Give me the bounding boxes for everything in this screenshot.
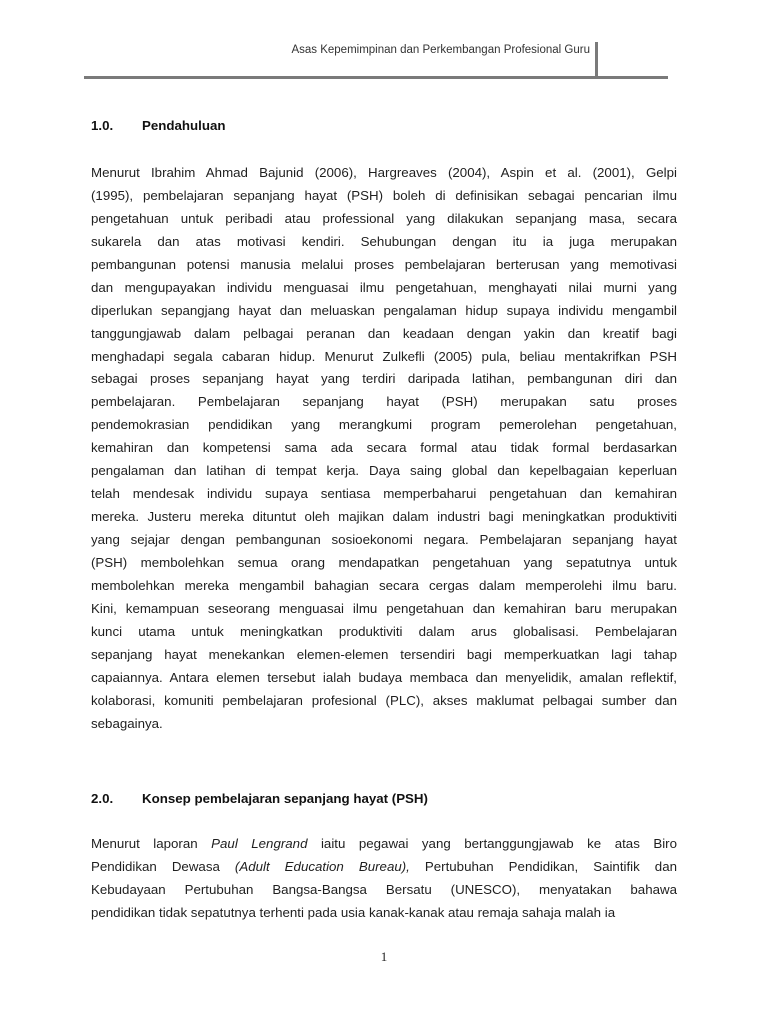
section-number: 2.0. (91, 791, 114, 806)
section-title: Pendahuluan (142, 118, 226, 133)
text-run: iaitu pegawai yang bertanggungjawab ke atas Biro (307, 836, 677, 851)
paragraph-line: mereka. Justeru mereka dituntut oleh majikan dalam industri bagi meningkatkan produktiviti (91, 509, 677, 525)
paragraph-line: pendidikan tidak sepatutnya terhenti pada usia kanak-kanak atau remaja sahaja malah ia (91, 904, 616, 920)
paragraph-concept (91, 833, 677, 925)
paragraph-line: pembelajaran. Pembelajaran sepanjang hayat (PSH) merupakan satu proses (91, 394, 677, 410)
paragraph-line: kolaborasi, komuniti pembelajaran profesional (PLC), akses maklumat pelbagai sumber dan (91, 692, 677, 708)
paragraph-line: diperlukan sepangjang hayat dan meluaskan pengalaman hidup supaya individu mengambil (91, 302, 677, 318)
paragraph-line (91, 856, 677, 879)
header-horizontal-rule (84, 76, 668, 79)
paragraph-line: kunci utama untuk meningkatkan produktiviti dalam arus globalisasi. Pembelajaran (91, 623, 677, 639)
paragraph-line: Kebudayaan Pertubuhan Bangsa-Bangsa Bersatu (UNESCO), menyatakan bahawa (91, 881, 677, 897)
text-run: Pendidikan Dewasa (91, 858, 235, 874)
paragraph-line: yang sejajar dengan pembangunan sosioekonomi negara. Pembelajaran sepanjang hayat (91, 532, 677, 547)
paragraph-line: telah mendesak individu supaya sentiasa memperbaharui pengetahuan dan kemahiran (91, 486, 677, 502)
paragraph-line: sepanjang hayat menekankan elemen-elemen tersendiri bagi memperkuatkan lagi tahap (91, 646, 677, 662)
page-number: 1 (380, 949, 388, 964)
italic-name: Paul Lengrand (211, 836, 308, 851)
paragraph-line: dan mengupayakan individu menguasai ilmu pengetahuan, menghayati nilai murni yang (91, 279, 677, 295)
paragraph-line: tanggungjawab dalam pelbagai peranan dan keadaan dengan yakin dan kreatif bagi (91, 325, 677, 341)
header-vertical-rule (595, 42, 598, 79)
text-run: Pertubuhan Pendidikan, Saintifik dan (409, 858, 677, 874)
paragraph-line: pendemokrasian pendidikan yang merangkumi program pemerolehan pengetahuan, (91, 417, 677, 433)
paragraph-line: sebagai proses sepanjang hayat yang terdiri daripada latihan, pembangunan diri dan (91, 371, 677, 387)
running-header: Asas Kepemimpinan dan Perkembangan Profesional Guru (291, 44, 590, 56)
paragraph-line: (1995), pembelajaran sepanjang hayat (PSH) boleh di definisikan sebagai pencarian ilmu (91, 187, 677, 203)
paragraph-introduction (91, 162, 677, 735)
paragraph-line: capaiannya. Antara elemen tersebut ialah budaya membaca dan menyelidik, amalan reflektif, (91, 669, 677, 685)
section-number: 1.0. (91, 118, 114, 133)
paragraph-line: pengetahuan untuk peribadi atau professional yang dilakukan sepanjang masa, secara (91, 210, 677, 226)
paragraph-line: kemahiran dan kompetensi sama ada secara formal atau tidak formal berdasarkan (91, 440, 677, 456)
paragraph-line: sukarela dan atas motivasi kendiri. Sehubungan dengan itu ia juga merupakan (91, 233, 677, 249)
section-title: Konsep pembelajaran sepanjang hayat (PSH) (142, 791, 428, 806)
paragraph-line: (PSH) membolehkan semua orang mendapatkan pengetahuan yang sepatutnya untuk (91, 554, 677, 570)
paragraph-line: Kini, kemampuan seseorang menguasai ilmu pengetahuan dan kemahiran baru merupakan (91, 600, 677, 616)
paragraph-line: sebagainya. (91, 715, 163, 731)
paragraph-line (91, 833, 677, 856)
paragraph-line: pengalaman dan latihan di tempat kerja. Daya saing global dan kepelbagaian keperluan (91, 463, 677, 479)
paragraph-line: menghadapi segala cabaran hidup. Menurut Zulkefli (2005) pula, beliau mentakrifkan PSH (91, 348, 677, 364)
text-run: Menurut laporan (91, 836, 212, 851)
paragraph-line: Menurut Ibrahim Ahmad Bajunid (2006), Hargreaves (2004), Aspin et al. (2001), Gelpi (91, 165, 677, 180)
italic-term: (Adult Education Bureau), (234, 858, 410, 874)
paragraph-line: membolehkan mereka mengambil bahagian secara cergas dalam memperolehi ilmu baru. (91, 577, 677, 593)
paragraph-line: pembangunan potensi manusia melalui proses pembelajaran berterusan yang memotivasi (91, 256, 677, 272)
